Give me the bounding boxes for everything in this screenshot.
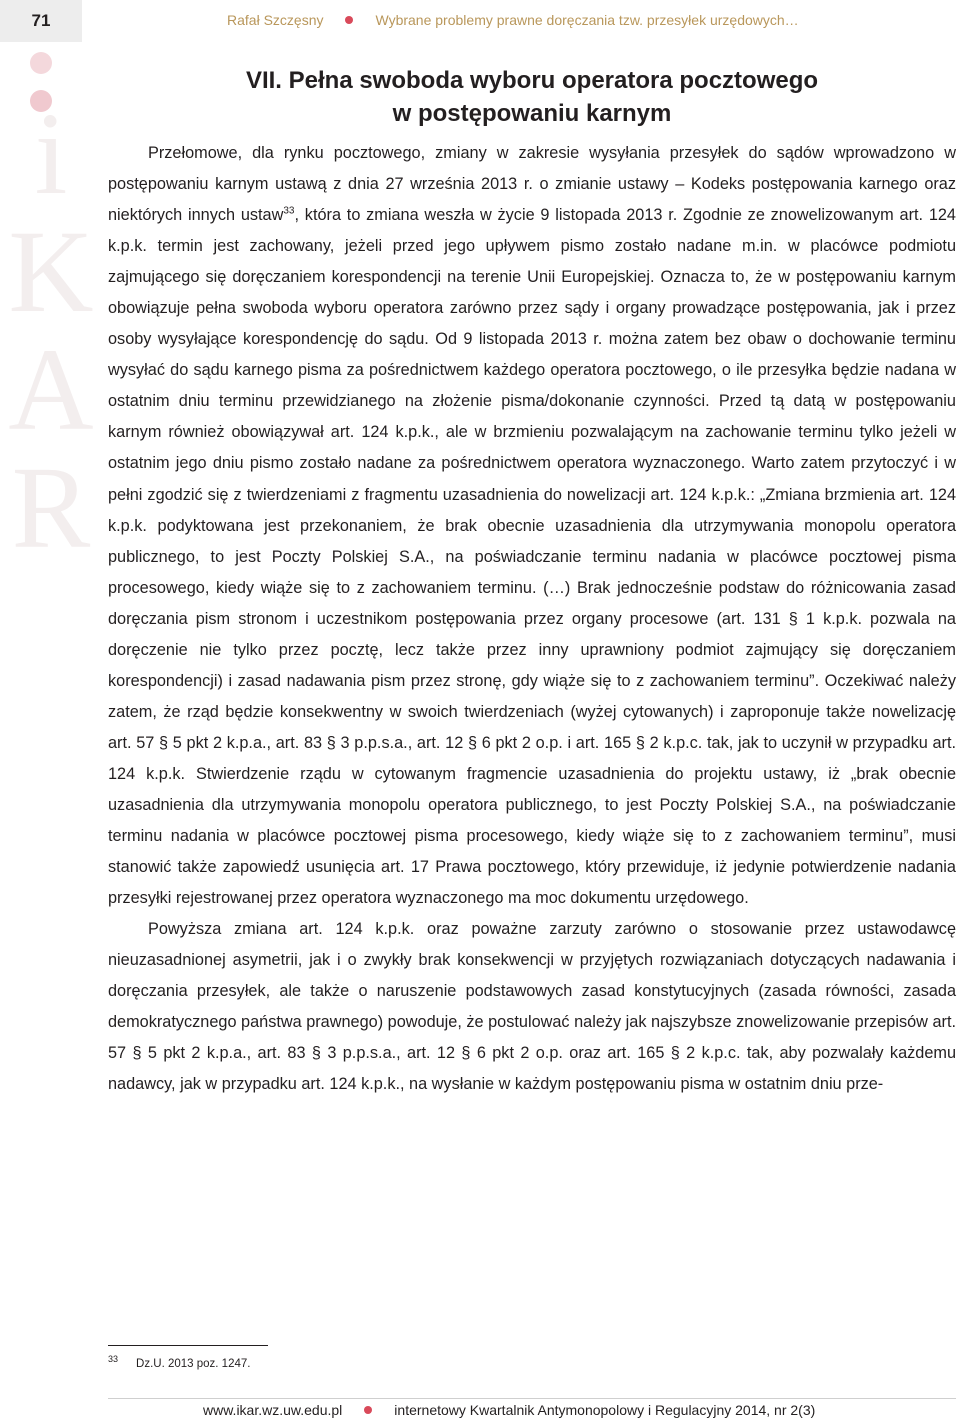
running-header (227, 12, 799, 28)
paragraph-1: Przełomowe, dla rynku pocztowego, zmiany w zakresie wysyłania przesyłek do sądów wprowadzono w postępowaniu karnym ustawą z dnia 27 września 2013 r. o zmianie ustawy – Kodeks postępowania karnego oraz niektórych innych ustaw$^{33}$, która to zmiana weszła w życie 9 listopada 2013 r. Zgodnie ze znowelizowanym art. 124 k.p.k. termin jest zachowany, jeżeli przed jego upływem pismo zostało nadane m.in. w placówce podmiotu zajmującego się doręczaniem korespondencji na terenie Unii Europejskiej. Oznacza to, że w postępowaniu karnym obowiązuje pełna swoboda wyboru operatora zarówno przez sądy i organy prowadzące postępowania, jak i przez osoby wysyłające korespondencję do sądu. Od 9 listopada 2013 r. można zatem bez obaw o dochowanie terminu wysyłać do sądu karnego pisma za pośrednictwem każdego operatora pocztowego, o ile przesyłka będzie nadana w ostatnim dniu terminu przewidzianego na złożenie pisma/dokonanie czynności. Przed tą datą w postępowaniu karnym również obowiązywał art. 124 k.p.k., ale w brzmieniu pozwalającym na zachowanie terminu tylko jeżeli w ostatnim jego dniu pismo zostało nadane za pośrednictwem operatora wyznaczonego. Warto zatem przytoczyć i w pełni zgodzić się z twierdzeniami z fragmentu uzasadnienia do nowelizacji art. 124 k.p.k.: „Zmiana brzmienia art. 124 k.p.k. podyktowana jest przekonaniem, że brak obecnie uzasadnienia dla utrzymywania monopolu operatora publicznego, to jest Poczty Polskiej S.A., na poświadczanie terminu nadania w placówce pocztowej pisma procesowego, kiedy wiąże się to z zachowaniem terminu. (…) Brak jednocześnie podstaw do różnicowania zasad doręczania pism stronom i uczestnikom postępowania przez organy procesowe (art. 131 § 1 k.p.k. pozwala na doręczenie nie tylko przez pocztę, lecz także przez inny uprawniony podmiot zajmujący się doręczaniem korespondencji) i zasad nadawania pism przez stronę, gdy wiąże się to z zachowaniem terminu”. Oczekiwać należy zatem, że rząd będzie konsekwentny w swoich twierdzeniach (wyżej cytowanych) i zaproponuje także nowelizację art. 57 § 5 pkt 2 k.p.a., art. 83 § 3 p.p.s.a., art. 12 § 6 pkt 2 o.p. i art. 165 § 2 k.p.c. tak, jak to uczynił w przypadku art. 124 k.p.k. Stwierdzenie rządu w cytowanym fragmencie uzasadnienia do projektu ustawy, iż „brak obecnie uzasadnienia dla utrzymywania monopolu operatora publicznego, to jest Poczty Polskiej S.A., na poświadczanie terminu nadania w placówce pocztowej pisma procesowego, kiedy wiąże się to z zachowaniem terminu”, musi stanowić także zapowiedź usunięcia art. 17 Prawa pocztowego, który przewiduje, iż jedynie potwierdzenie nadania przesyłki rejestrowanej przez operatora wyznaczonego ma moc dokumentu urzędowego. (108, 144, 956, 908)
watermark-letter: K (8, 206, 94, 337)
watermark-letter: A (8, 324, 94, 455)
bullet-icon (345, 16, 353, 24)
footnote-text: Dz.U. 2013 poz. 1247. (136, 1357, 251, 1370)
page-number: 71 (0, 0, 82, 42)
watermark-letter: R (11, 442, 91, 573)
bullet-icon (364, 1406, 372, 1414)
section-title (108, 64, 956, 130)
paragraph-2: Powyższa zmiana art. 124 k.p.k. oraz poważne zarzuty zarówno o stosowanie przez ustawodawcę nieuzasadnionej asymetrii, jak i o zwykły brak konsekwencji w przyjętych rozwiązaniach dotyczących nadawania i doręczania przesyłek, ale także o naruszenie podstawowych zasad konstytucyjnych (zasada równości, zasada demokratycznego państwa prawnego) powoduje, że postulować należy jak najszybsze znowelizowanie przepisów art. 57 § 5 pkt 2 k.p.a., art. 83 § 3 p.p.s.a., art. 12 § 6 pkt 2 o.p. oraz art. 165 § 2 k.p.c. tak, aby pozwalały każdemu nadawcy, jak w przypadku art. 124 k.p.k., na wysłanie w każdym postępowaniu pisma w ostatnim dniu prze- (108, 920, 956, 1094)
header-author: Rafał Szczęsny (227, 12, 324, 28)
side-watermark-letters (6, 88, 96, 573)
decorative-bead (30, 52, 52, 74)
footer-divider (108, 1398, 956, 1399)
footnote (108, 1354, 250, 1370)
footer-website-link[interactable]: www.ikar.wz.uw.edu.pl (203, 1402, 343, 1418)
body-text (108, 138, 956, 1100)
footnote-number: 33 (108, 1354, 119, 1364)
footnote-divider (108, 1345, 268, 1346)
section-title-line1: VII. Pełna swoboda wyboru operatora pocztowego (245, 67, 819, 94)
footer-journal: internetowy Kwartalnik Antymonopolowy i Regulacyjny 2014, nr 2(3) (394, 1402, 816, 1418)
footnote-reference[interactable]: 33 (283, 205, 295, 217)
running-footer (203, 1402, 815, 1418)
section-title-line2: w postępowaniu karnym (392, 100, 672, 127)
watermark-letter: i (34, 88, 68, 219)
header-article-title: Wybrane problemy prawne doręczania tzw. przesyłek urzędowych… (375, 12, 799, 28)
